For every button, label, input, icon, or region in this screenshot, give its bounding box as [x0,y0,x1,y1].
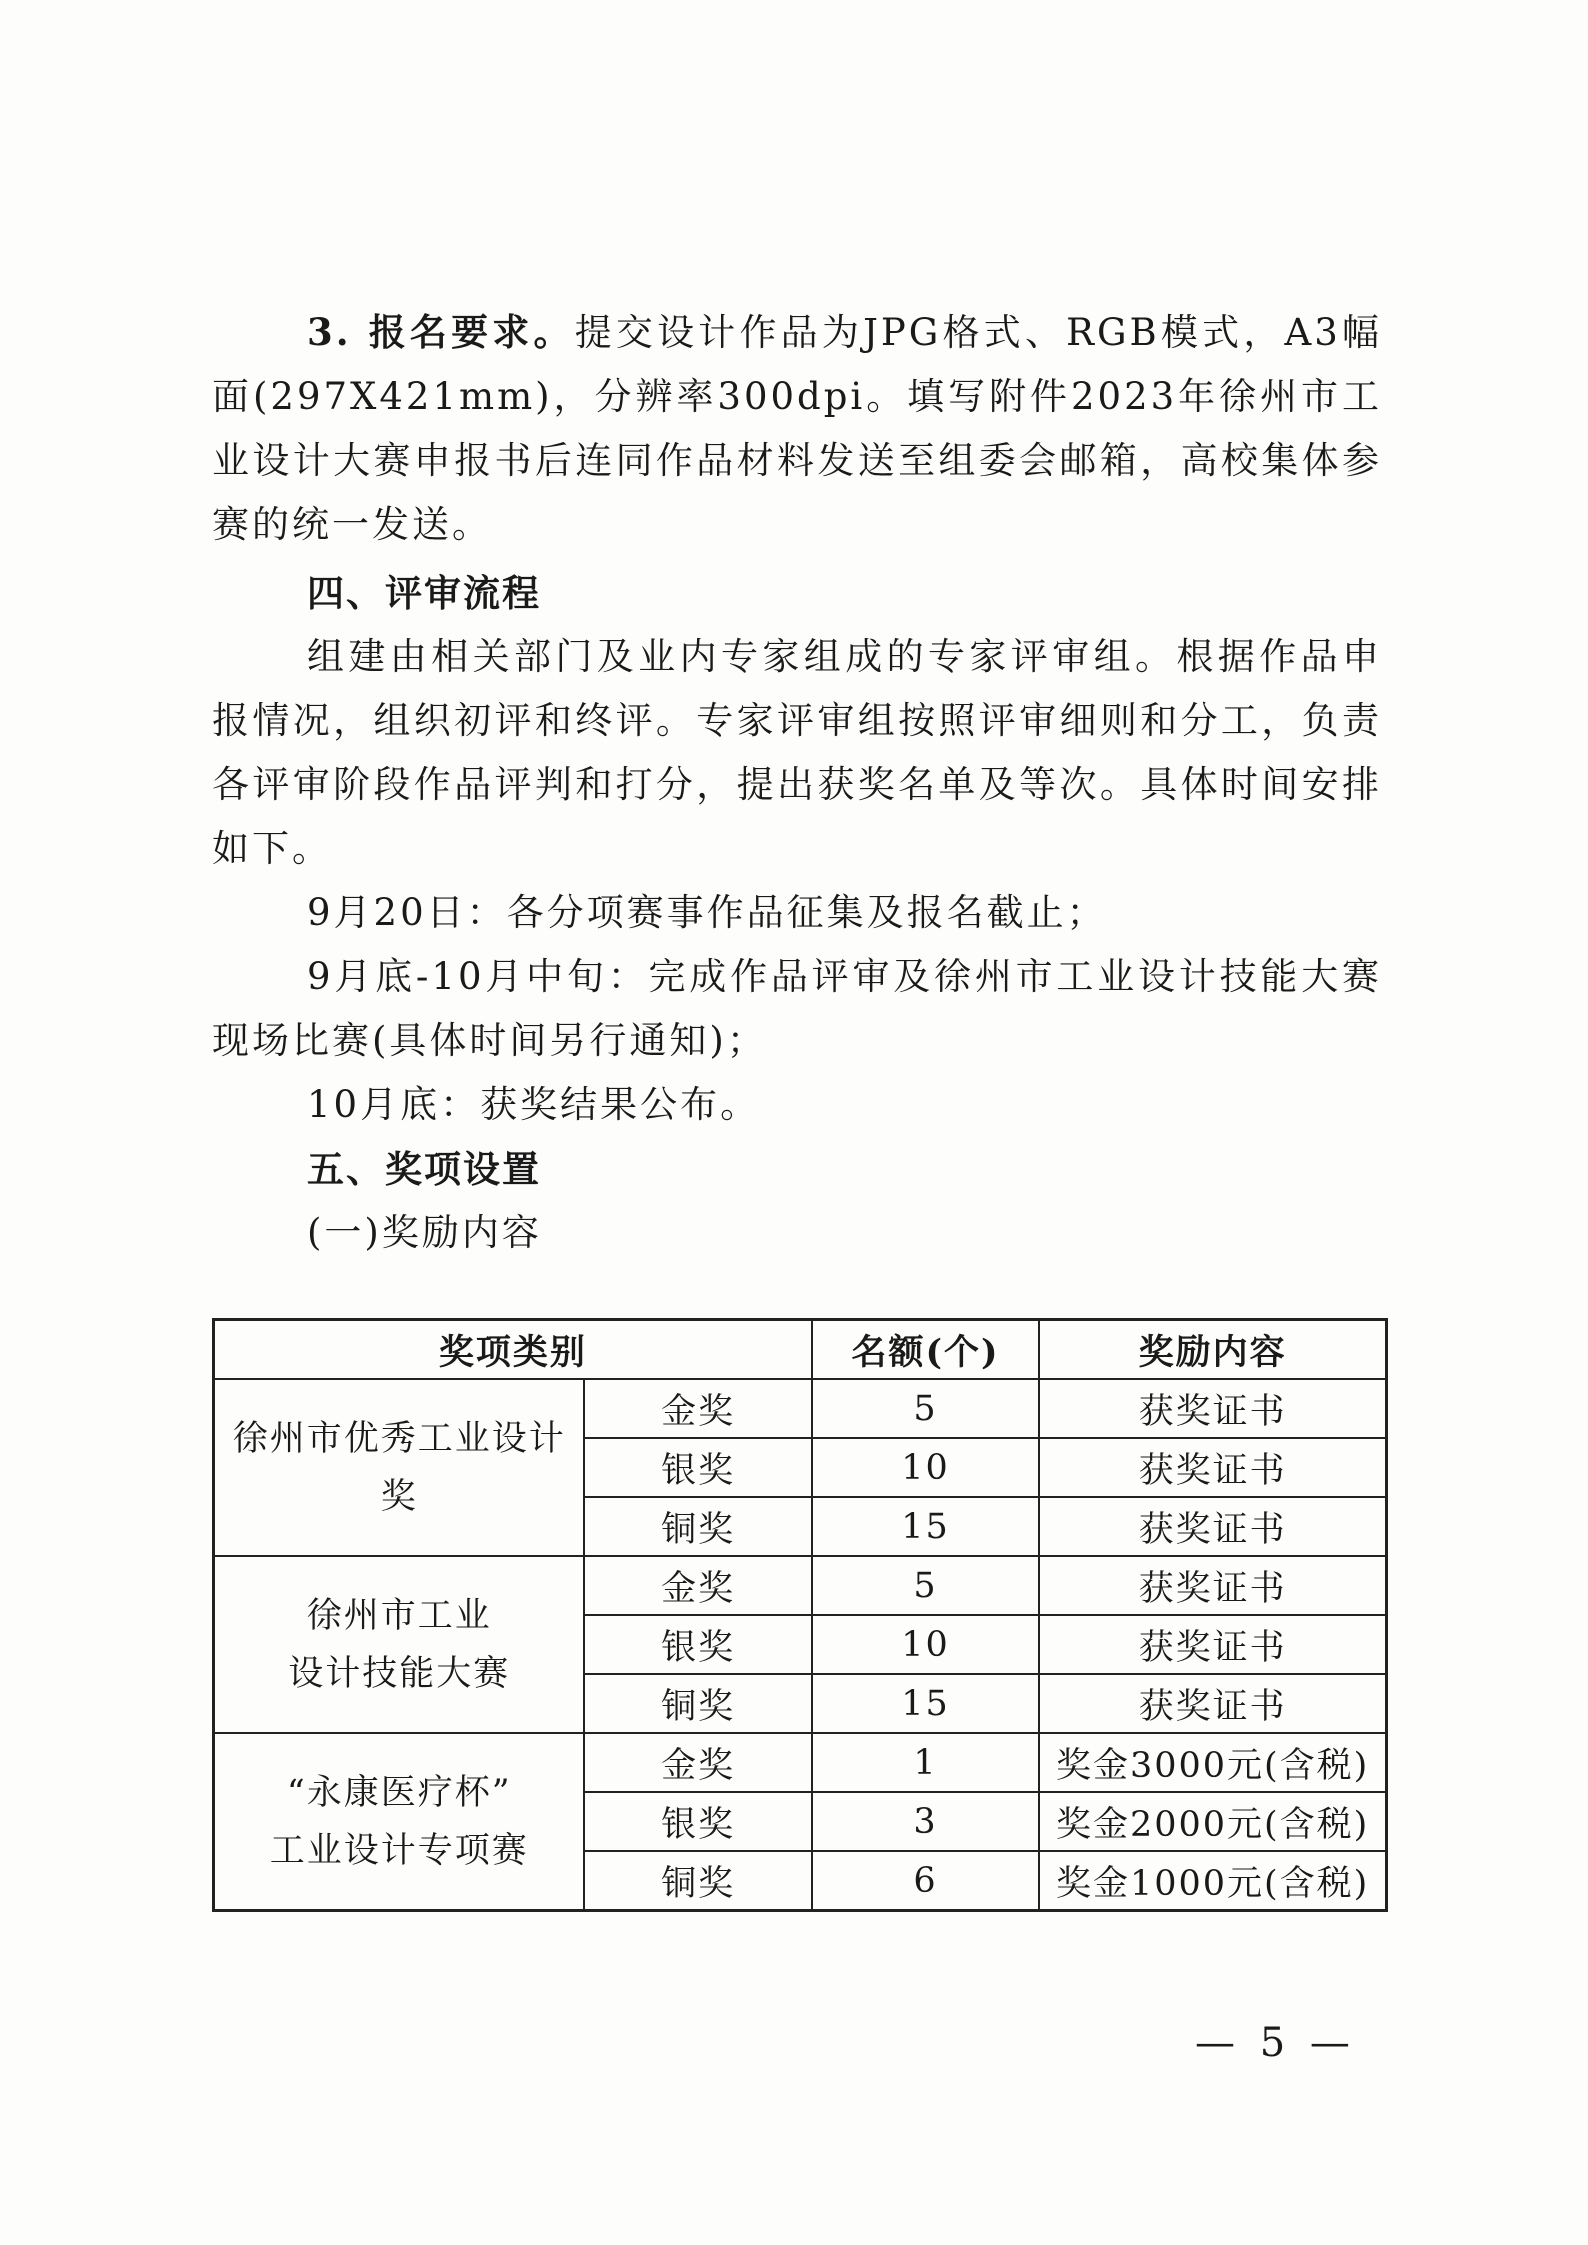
award-count: 1 [812,1733,1040,1792]
award-count: 5 [812,1379,1040,1438]
table-row [214,1556,1387,1615]
award-level: 金奖 [584,1379,811,1438]
award-level: 铜奖 [584,1497,811,1556]
paragraph-review-process: 组建由相关部门及业内专家组成的专家评审组。根据作品申报情况，组织初评和终评。专家评审组按照评审细则和分工，负责各评审阶段作品评判和打分，提出获奖名单及等次。具体时间安排如下。 [212,635,1382,870]
award-count: 5 [812,1556,1040,1615]
award-count: 15 [812,1674,1040,1733]
heading-review-process: 四、评审流程 [307,571,541,615]
award-count: 3 [812,1792,1040,1851]
category-line: 设计技能大赛 [288,1653,511,1694]
table-row [214,1733,1387,1792]
award-reward: 获奖证书 [1039,1379,1386,1438]
award-level: 铜奖 [584,1851,811,1911]
category-yongkang-cup [214,1733,585,1911]
registration-label: 3. 报名要求。 [307,310,575,354]
award-level: 金奖 [584,1733,811,1792]
paragraph-registration-requirements [212,300,1382,557]
awards-table [212,1318,1388,1912]
award-reward: 奖金2000元(含税) [1039,1792,1386,1851]
category-skills-competition [214,1556,585,1733]
category-line: 工业设计专项赛 [269,1830,529,1871]
award-level: 铜奖 [584,1674,811,1733]
table-header-row [214,1320,1387,1380]
award-reward: 获奖证书 [1039,1615,1386,1674]
table-row [214,1379,1387,1438]
header-quota: 名额(个) [812,1320,1040,1380]
award-count: 10 [812,1438,1040,1497]
award-level: 金奖 [584,1556,811,1615]
category-line: “永康医疗杯” [286,1772,512,1813]
award-reward: 奖金3000元(含税) [1039,1733,1386,1792]
registration-text: 提交设计作品为JPG格式、RGB模式，A3幅面(297X421mm)，分辨率300dpi。填写附件2023年徐州市工业设计大赛申报书后连同作品材料发送至组委会邮箱，高校集体参赛的统一发送。 [212,311,1382,546]
schedule-item-2: 9月底-10月中旬：完成作品评审及徐州市工业设计技能大赛现场比赛(具体时间另行通知)； [212,955,1382,1062]
award-level: 银奖 [584,1438,811,1497]
header-award-category: 奖项类别 [214,1320,812,1380]
category-excellent-design: 徐州市优秀工业设计奖 [214,1379,585,1556]
award-level: 银奖 [584,1792,811,1851]
award-reward: 获奖证书 [1039,1674,1386,1733]
page-number: — 5 — [1195,2020,1356,2066]
category-line: 徐州市工业 [306,1595,492,1636]
award-count: 10 [812,1615,1040,1674]
award-level: 银奖 [584,1615,811,1674]
award-reward: 获奖证书 [1039,1497,1386,1556]
award-count: 15 [812,1497,1040,1556]
heading-awards: 五、奖项设置 [307,1147,541,1191]
subheading-award-content: (一)奖励内容 [307,1211,542,1254]
schedule-item-3: 10月底：获奖结果公布。 [307,1083,761,1126]
award-count: 6 [812,1851,1040,1911]
header-reward: 奖励内容 [1039,1320,1386,1380]
body-text [212,300,1382,1265]
schedule-item-1: 9月20日：各分项赛事作品征集及报名截止； [307,891,1107,934]
award-reward: 获奖证书 [1039,1556,1386,1615]
award-reward: 奖金1000元(含税) [1039,1851,1386,1911]
award-reward: 获奖证书 [1039,1438,1386,1497]
